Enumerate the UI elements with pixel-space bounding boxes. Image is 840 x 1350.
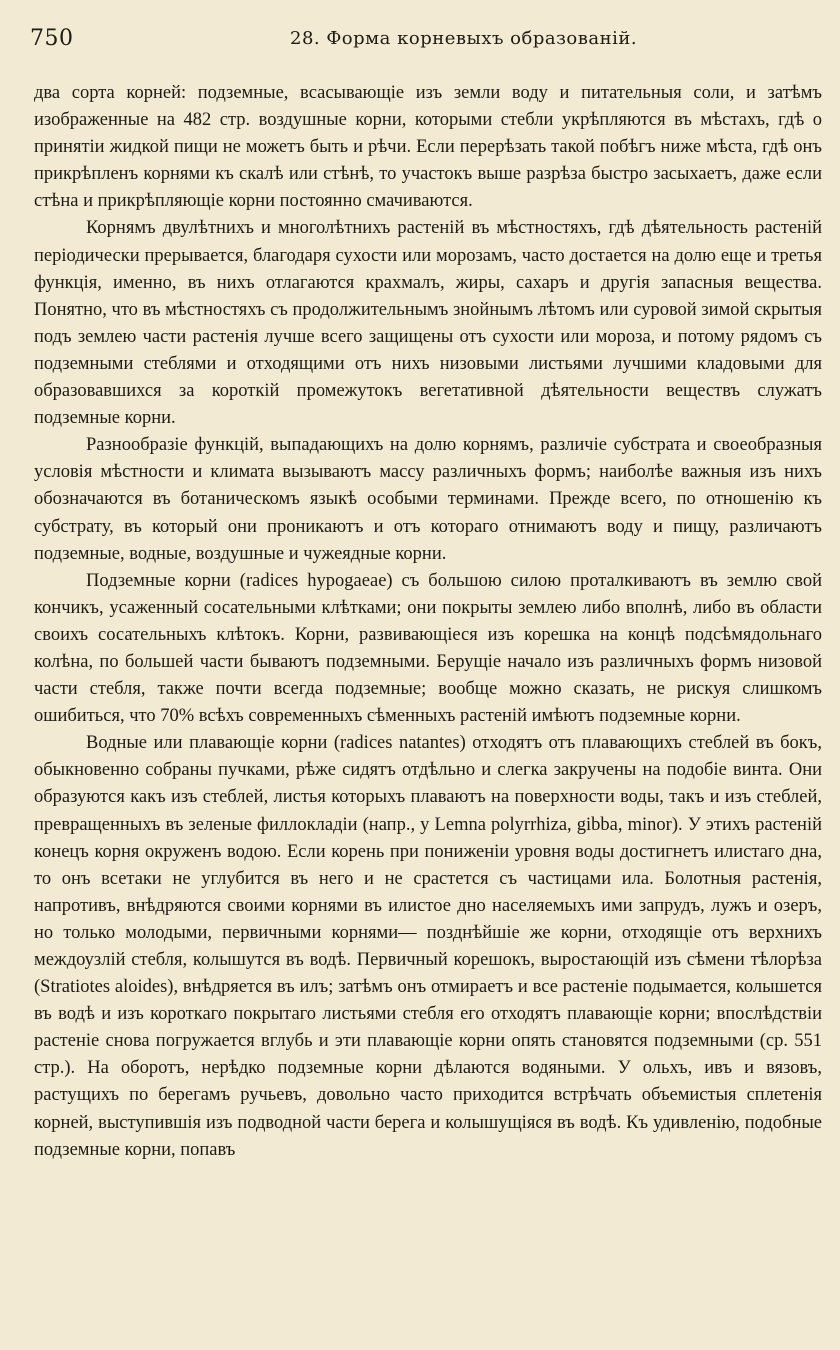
paragraph-root-storage: Корнямъ двулѣтнихъ и многолѣтнихъ растеній въ мѣстностяхъ, гдѣ дѣятельность растеній періодически прерывается, благодаря сухости или морозамъ, часто достается на долю еще и третья функція, именно, въ нихъ отлагаются крахмалъ, жиры, сахаръ и другія запасныя вещества. Понятно, что въ мѣстностяхъ съ продолжительнымъ знойнымъ лѣтомъ или суровой зимой скрытыя подъ землею части растенія лучше всего защищены отъ сухости или мороза, и потому рядомъ съ подземными стеблями и отходящими отъ нихъ низовыми листьями лучшими кладовыми для образовавшихся за короткій промежутокъ вегетативной дѣятельности веществъ служатъ подземные корни.	[34, 218, 822, 429]
running-head: 28. Форма корневыхъ образованій.	[290, 28, 638, 49]
paragraph-underground-roots: Подземные корни (radices hypogaeae) съ большою силою проталкиваютъ въ землю свой кончикъ, усаженный сосательными клѣтками; они покрыты землею либо вполнѣ, либо въ области своихъ сосательныхъ клѣтокъ. Корни, развивающіеся изъ корешка на концѣ подсѣмядольнаго колѣна, по большей части бываютъ подземными. Берущіе начало изъ различныхъ формъ низовой части стебля, также почти всегда подземные; вообще можно сказать, не рискуя слишкомъ ошибиться, что 70% всѣхъ современныхъ сѣменныхъ растеній имѣютъ подземные корни.	[34, 570, 822, 727]
body-text	[34, 80, 822, 1164]
paragraph-continued: два сорта корней: подземные, всасывающіе изъ земли воду и питательныя соли, и затѣмъ изображенные на 482 стр. воздушные корни, которыми стебли укрѣпляются въ мѣстахъ, гдѣ о принятіи жидкой пищи не можетъ быть и рѣчи. Если перерѣзать такой побѣгъ ниже мѣста, гдѣ онъ прикрѣпленъ корнями къ скалѣ или стѣнѣ, то участокъ выше разрѣза быстро засыхаетъ, даже если стѣна и прикрѣпляющіе корни постоянно смачиваются.	[34, 83, 822, 212]
paragraph-water-roots: Водные или плавающіе корни (radices natantes) отходятъ отъ плавающихъ стеблей въ бокъ, обыкновенно собраны пучками, рѣже сидятъ отдѣльно и слегка закручены на подобіе винта. Они образуются какъ изъ стеблей, листья которыхъ плаваютъ на поверхности воды, такъ и изъ стеблей, превращенныхъ въ зеленые филлокладіи (напр., у Lemna polyrrhiza, gibba, minor). У этихъ растеній конецъ корня окруженъ водою. Если корень при пониженіи уровня воды достигнетъ илистаго дна, то онъ всетаки не углубится въ него и не срастется съ частицами ила. Болотныя растенія, напротивъ, внѣдряются своими корнями въ илистое дно населяемыхъ ими запрудъ, лужъ и озеръ, но только молодыми, первичными корнями— позднѣйшіе же корни, отходящіе отъ верхнихъ междоузлій стебля, колышутся въ водѣ. Первичный корешокъ, выростающій изъ сѣмени тѣлорѣза (Stratiotes aloides), внѣдряется въ илъ; затѣмъ онъ отмираетъ и все растеніе подымается, колышется въ водѣ и изъ короткаго покрытаго листьями стебля его отходятъ плавающіе корни; впослѣдствіи растеніе снова погружается вглубь и эти плавающіе корни опять становятся подземными (ср. 551 стр.). На оборотъ, нерѣдко подземные корни дѣлаются водяными. У ольхъ, ивъ и вязовъ, растущихъ по берегамъ ручьевъ, довольно часто приходится встрѣчать объемистыя сплетенія корней, выступившія изъ подводной части берега и колышущіяся въ водѣ. Къ удивленію, подобные подземные корни, попавъ	[34, 733, 822, 1160]
paragraph-root-diversity: Разнообразіе функцій, выпадающихъ на долю корнямъ, различіе субстрата и своеобразныя условія мѣстности и климата вызываютъ массу различныхъ формъ; наиболѣе важныя изъ нихъ обозначаются въ ботаническомъ языкѣ особыми терминами. Прежде всего, по отношенію къ субстрату, въ который они проникаютъ и отъ котораго отнимаютъ воду и пищу, различаютъ подземные, водные, воздушные и чужеядные корни.	[34, 435, 822, 564]
page-header	[30, 26, 810, 60]
page-number: 750	[30, 26, 74, 51]
